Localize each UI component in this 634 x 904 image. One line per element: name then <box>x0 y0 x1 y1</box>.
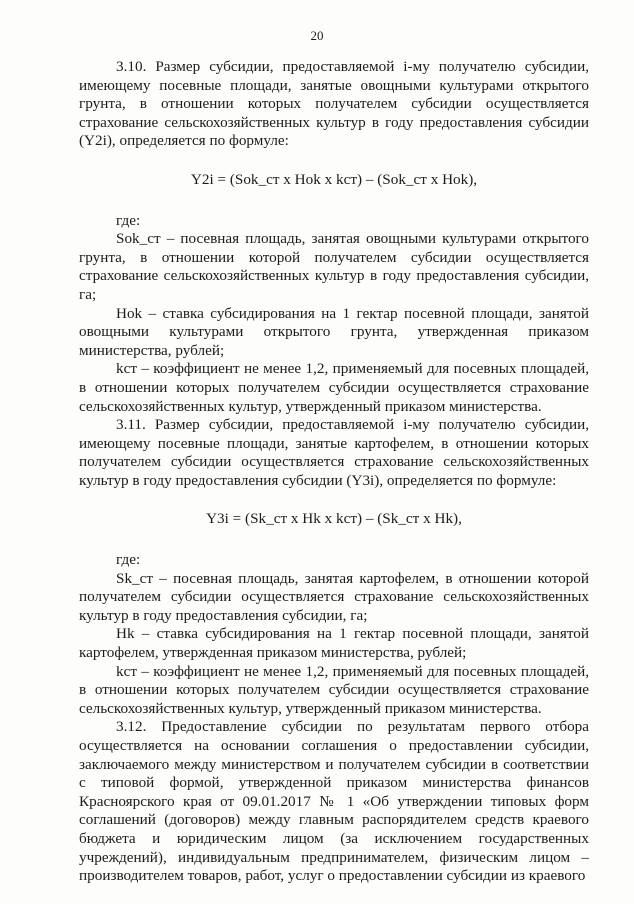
paragraph-3-11: 3.11. Размер субсидии, предоставляемой i-му получателю субсидии, имеющему посевные площади, занятые картофелем, в отношении которых получателем субсидии осуществляется страхование сельскохозяйственных культур в году предоставления субсидии (Y3i), определяется по формуле: <box>79 416 589 489</box>
definition-kst-2: kст – коэффициент не менее 1,2, применяемый для посевных площадей, в отношении которых получателем субсидии осуществляется страхование сельскохозяйственных культур, утвержденный приказом министерства. <box>79 662 589 717</box>
formula-y2i: Y2i = (Sok_ст x Hok x kст) – (Sok_ст x Hok), <box>190 170 478 188</box>
definition-sk: Sk_ст – посевная площадь, занятая картофелем, в отношении которой получателем субсидии осуществляется страхование сельскохозяйственных культур в году предоставления субсидии, га; <box>79 569 589 624</box>
page-number: 20 <box>310 28 324 43</box>
spacer <box>79 529 589 551</box>
spacer <box>79 190 589 212</box>
definition-hk: Hk – ставка субсидирования на 1 гектар посевной площади, занятой картофелем, утвержденная приказом министерства, рублей; <box>79 625 589 662</box>
document-body <box>79 58 589 886</box>
definition-sok: Sok_ст – посевная площадь, занятая овощными культурами открытого грунта, в отношении которой получателем субсидии осуществляется страхование сельскохозяйственных культур в году предоставления субсидии, га; <box>79 230 589 303</box>
definition-hok: Hok – ставка субсидирования на 1 гектар посевной площади, занятой овощными культурами открытого грунта, утвержденная приказом министерства, рублей; <box>79 304 589 359</box>
where-label-1: где: <box>116 211 141 229</box>
definition-kst-1: kст – коэффициент не менее 1,2, применяемый для посевных площадей, в отношении которых получателем субсидии осуществляется страхование сельскохозяйственных культур, утвержденный приказом министерства. <box>79 360 589 415</box>
formula-y3i: Y3i = (Sk_ст x Hk x kст) – (Sk_ст x Hk), <box>206 510 462 528</box>
paragraph-3-10: 3.10. Размер субсидии, предоставляемой i-му получателю субсидии, имеющему посевные площади, занятые овощными культурами открытого грунта, в отношении которых получателем субсидии осуществляется страхование сельскохозяйственных культур в году предоставления субсидии (Y2i), определяется по формуле: <box>79 58 589 150</box>
where-label-2: где: <box>116 551 141 569</box>
paragraph-3-12: 3.12. Предоставление субсидии по результатам первого отбора осуществляется на основании соглашения о предоставлении субсидии, заключаемого между министерством и получателем субсидии в соответствии с типовой формой, утвержденной приказом министерства финансов Красноярского края от 09.01.2017 № 1 «Об утверждении типовых форм соглашений (договоров) между главным распорядителем средств краевого бюджета и юридическим лицом (за исключением государственных учреждений), индивидуальным предпринимателем, физическим лицом – производителем товаров, работ, услуг о предоставлении субсидии из краевого <box>79 718 589 885</box>
spacer <box>79 151 589 171</box>
spacer <box>79 490 589 510</box>
